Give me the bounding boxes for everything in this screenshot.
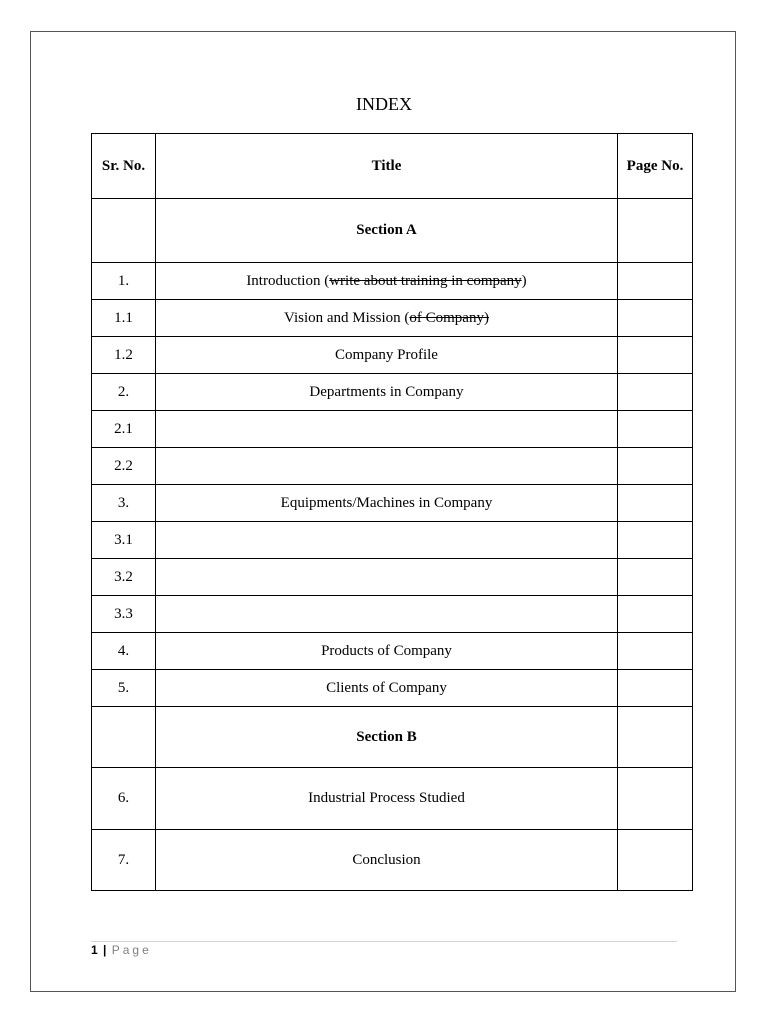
row-title	[156, 263, 618, 300]
row-title	[156, 411, 618, 448]
row-sr-no: 3.3	[92, 596, 156, 633]
row-sr-no: 3.	[92, 485, 156, 522]
row-sr-no: 1.	[92, 263, 156, 300]
row-title: Clients of Company	[156, 670, 618, 707]
row-title	[156, 596, 618, 633]
row-sr-no: 2.1	[92, 411, 156, 448]
footer-separator: |	[103, 943, 107, 957]
row-title	[156, 300, 618, 337]
row-page-no	[618, 337, 693, 374]
row-title	[156, 559, 618, 596]
row-page-no	[618, 374, 693, 411]
row-page-no	[618, 411, 693, 448]
row-sr-no: 4.	[92, 633, 156, 670]
table-row	[92, 199, 693, 263]
table-row	[92, 670, 693, 707]
row-sr-no: 2.2	[92, 448, 156, 485]
table-row	[92, 300, 693, 337]
table-row	[92, 337, 693, 374]
row-sr-no: 5.	[92, 670, 156, 707]
row-sr-no	[92, 199, 156, 263]
row-page-no	[618, 633, 693, 670]
row-page-no	[618, 707, 693, 768]
document-title: INDEX	[356, 94, 412, 114]
row-title: Company Profile	[156, 337, 618, 374]
section-heading: Section B	[156, 707, 618, 768]
row-page-no	[618, 263, 693, 300]
table-row	[92, 830, 693, 891]
table-row	[92, 263, 693, 300]
row-sr-no: 1.1	[92, 300, 156, 337]
header-title: Title	[156, 134, 618, 199]
row-title-struck: of Company)	[409, 309, 489, 326]
footer-divider	[91, 941, 677, 942]
row-page-no	[618, 448, 693, 485]
table-row	[92, 522, 693, 559]
row-page-no	[618, 300, 693, 337]
row-sr-no: 6.	[92, 768, 156, 830]
row-title: Equipments/Machines in Company	[156, 485, 618, 522]
header-page-no: Page No.	[618, 134, 693, 199]
row-title: Products of Company	[156, 633, 618, 670]
table-row	[92, 559, 693, 596]
page-number: 1	[91, 943, 98, 957]
row-page-no	[618, 199, 693, 263]
header-sr-no: Sr. No.	[92, 134, 156, 199]
row-page-no	[618, 485, 693, 522]
header-row	[92, 134, 693, 199]
row-page-no	[618, 670, 693, 707]
row-page-no	[618, 768, 693, 830]
table-row	[92, 448, 693, 485]
table-row	[92, 633, 693, 670]
page-label: Page	[111, 943, 152, 957]
page-footer	[91, 943, 152, 957]
row-sr-no: 1.2	[92, 337, 156, 374]
row-title-text: Vision and Mission (	[284, 309, 410, 326]
index-table	[91, 133, 693, 891]
row-sr-no: 3.2	[92, 559, 156, 596]
section-heading: Section A	[156, 199, 618, 263]
row-page-no	[618, 522, 693, 559]
row-sr-no: 7.	[92, 830, 156, 891]
row-title-struck: write about training in company	[329, 272, 522, 289]
row-title: Industrial Process Studied	[156, 768, 618, 830]
row-page-no	[618, 596, 693, 633]
table-row	[92, 596, 693, 633]
table-row	[92, 768, 693, 830]
row-sr-no	[92, 707, 156, 768]
row-title-end: )	[521, 272, 527, 289]
row-title	[156, 448, 618, 485]
table-row	[92, 707, 693, 768]
row-title: Departments in Company	[156, 374, 618, 411]
table-row	[92, 411, 693, 448]
row-page-no	[618, 559, 693, 596]
row-title-text: Introduction (	[246, 272, 330, 289]
row-sr-no: 2.	[92, 374, 156, 411]
table-row	[92, 374, 693, 411]
row-page-no	[618, 830, 693, 891]
row-title: Conclusion	[156, 830, 618, 891]
row-title	[156, 522, 618, 559]
table-row	[92, 485, 693, 522]
row-sr-no: 3.1	[92, 522, 156, 559]
